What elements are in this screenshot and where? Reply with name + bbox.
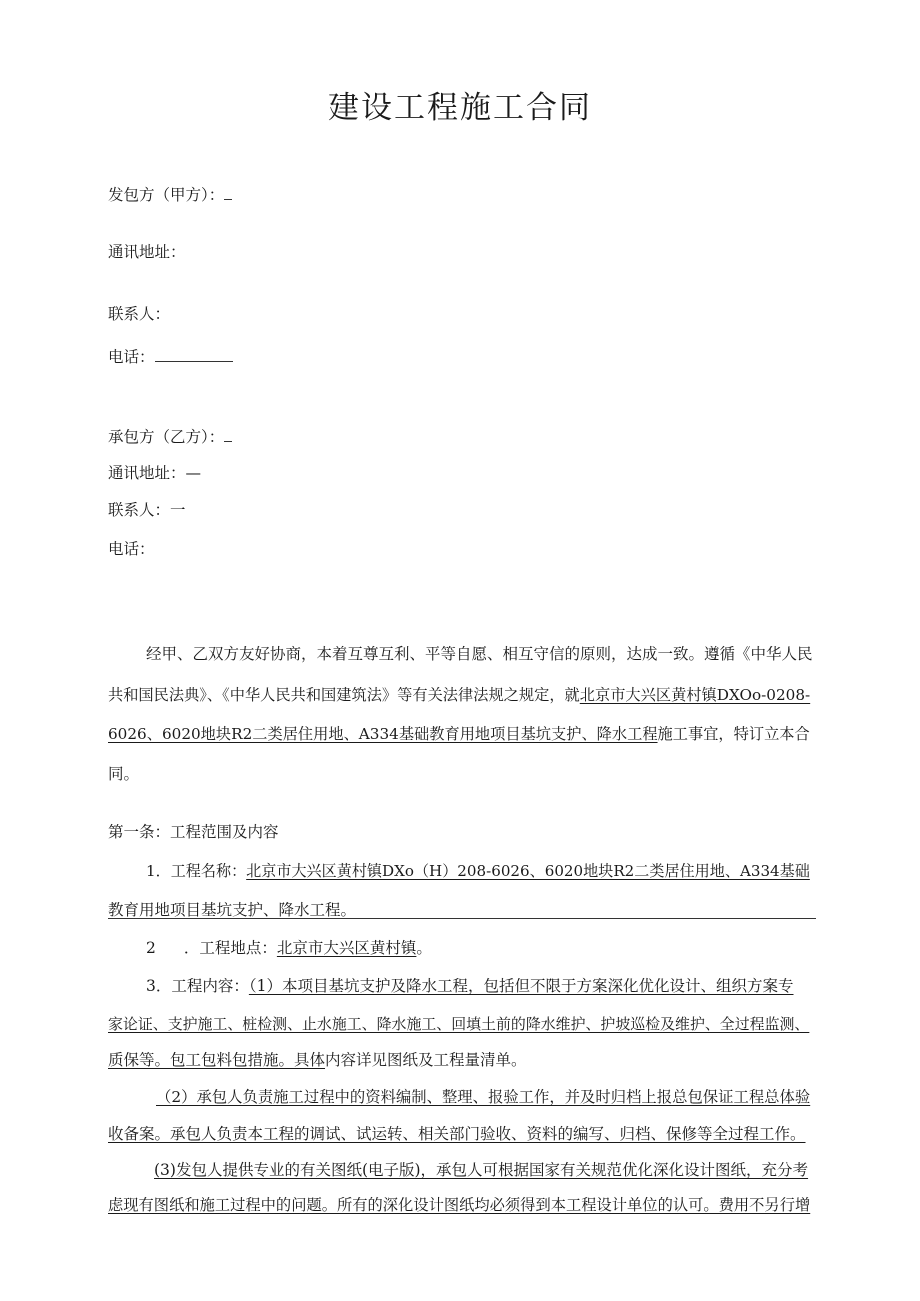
contract-title: 建设工程施工合同 (328, 90, 592, 126)
item-3: 3．工程内容：（1）本项目基坑支护及降水工程，包括但不限于方案深化优化设计、组织方案专 (146, 977, 794, 995)
party-a-phone-blank (155, 347, 233, 362)
item-2: 2 ．工程地点：北京市大兴区黄村镇。 (146, 939, 432, 957)
party-a-address: 通讯地址： (108, 243, 186, 261)
article-1-heading: 第一条：工程范围及内容 (108, 823, 279, 841)
party-b-contact: 联系人：一 (108, 501, 186, 519)
item-1: 1．工程名称：北京市大兴区黄村镇DXo（H）208-6026、6020地块R2二类居住用地、A334基础 (146, 862, 810, 880)
item-3-sub-3: (3)发包人提供专业的有关图纸(电子版)，承包人可根据国家有关规范优化深化设计图纸，充分考 (154, 1161, 809, 1179)
party-b-blank (224, 427, 232, 442)
party-a-contact: 联系人： (108, 305, 171, 323)
project-name-underlined-cont: 6026、6020地块R2二类居住用地、A334基础教育用地项目基坑支护、降水工程 (108, 725, 658, 743)
party-b-address: 通讯地址：— (108, 464, 202, 482)
party-b-label: 承包方（乙方）： (108, 425, 232, 447)
party-a-label: 发包方（甲方）： (108, 183, 232, 205)
contract-page: 建设工程施工合同 发包方（甲方）： 通讯地址： 联系人： 电话： 承包方（乙方）： 通讯地址：— 联系人：一 电话： 经甲、乙双方友好协商，本着互尊互利、平等自愿、相互守信的原则，达成一致。遵循《中华人民 共和国民法典》、《中华人民共和国建筑法》等有关法律法规之规定，就北京市大兴区黄村镇DXOo-0208- 6026、6020地块R2二类居住用地、A334基础教育用地项目基坑支护、降水工程施工事宜，特订立本合 同。 第一条：工程范围及内容 1．工程名称：北京市大兴区黄村镇DXo（H）208-6026、6020地块R2二类居住用地、A334基础 教育用地项目基坑支护、降水工程。 2 ．工程地点：北京市大兴区黄村镇。 3．工程内容：（1）本项目基坑支护及降水工程，包括但不限于方案深化优化设计、组织方案专 家论证、支护施工、桩检测、止水施工、降水施工、回填土前的降水维护、护坡巡检及维护、全过程监测、 质保等。包工包料包措施。具体内容详见图纸及工程量清单。 （2）承包人负责施工过程中的资料编制、整理、报验工作，并及时归档上报总包保证工程总体验 收备案。承包人负责本工程的调试、试运转、相关部门验收、资料的编写、归档、保修等全过程工作。 (3)发包人提供专业的有关图纸(电子版)，承包人可根据国家有关规范优化深化设计图纸，充分考 虑现有图纸和施工过程中的问题。所有的深化设计图纸均必须得到本工程设计单位的认可。费用不另行增 (0, 0, 920, 1301)
item-3-sub-2: （2）承包人负责施工过程中的资料编制、整理、报验工作，并及时归档上报总包保证工程总体验 (156, 1088, 811, 1106)
divider-line (108, 918, 816, 919)
party-a-blank (224, 185, 232, 200)
party-b-phone: 电话： (108, 540, 155, 558)
party-a-phone: 电话： (108, 345, 233, 367)
project-name-underlined: 北京市大兴区黄村镇DXOo-0208- (579, 686, 811, 704)
